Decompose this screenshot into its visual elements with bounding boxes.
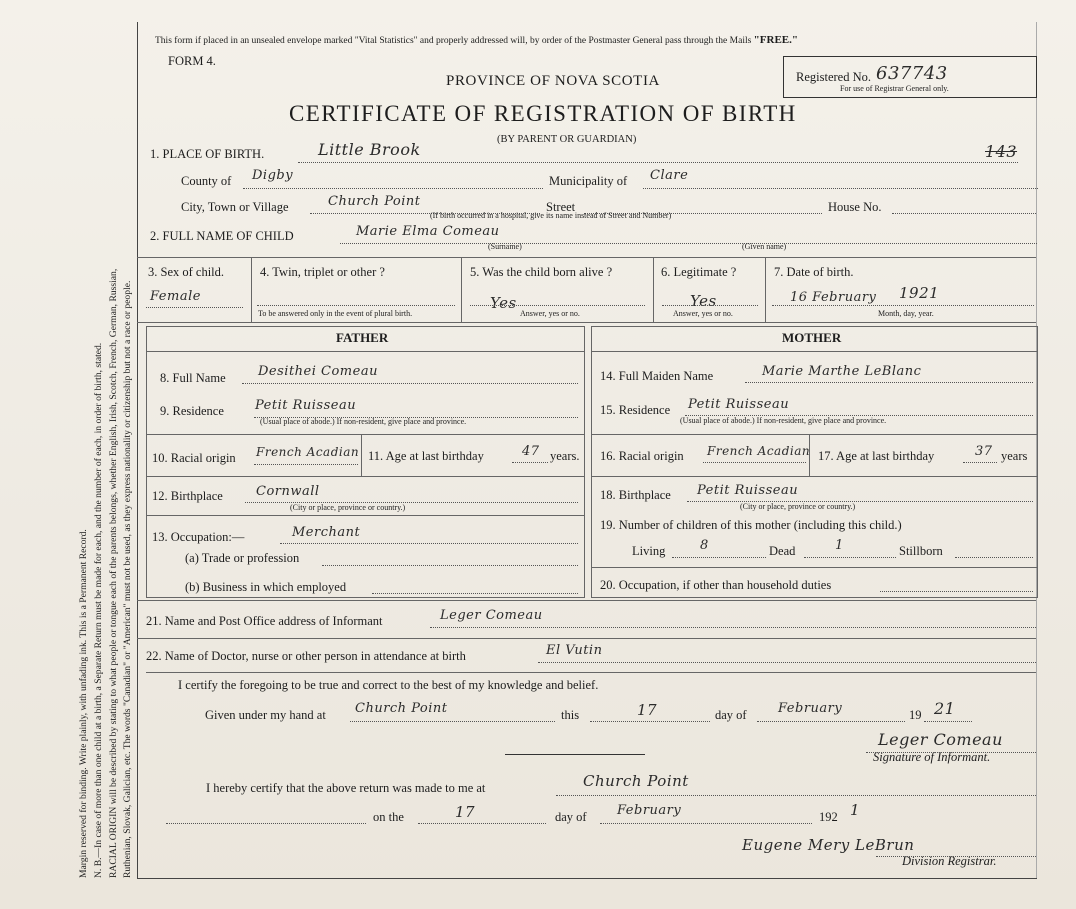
father-name-value: Desithei Comeau [258, 364, 378, 379]
col-divider [765, 257, 766, 322]
informant-line [430, 627, 1036, 628]
mother-dead-value: 1 [835, 538, 844, 553]
informant-label: 21. Name and Post Office address of Informant [146, 614, 383, 628]
father-occupation-value: Merchant [292, 525, 361, 540]
informant-top-line [137, 600, 1036, 601]
house-line [892, 213, 1036, 214]
father-age-divider [361, 434, 362, 476]
certify-top-line [146, 672, 1036, 673]
street-label: Street [546, 200, 576, 214]
county-value: Digby [252, 168, 294, 183]
mother-living-value: 8 [700, 538, 709, 553]
given-place-value: Church Point [355, 701, 448, 716]
father-birthplace-note: (City or place, province or country.) [290, 503, 406, 512]
return-place-value: Church Point [583, 772, 689, 790]
mother-head-line [591, 351, 1037, 352]
mother-stillborn-line [955, 557, 1033, 558]
born-alive-value: Yes [490, 294, 517, 312]
father-name-label: 8. Full Name [160, 371, 226, 385]
father-row-divider [146, 434, 584, 435]
mother-dead-label: Dead [769, 544, 796, 558]
father-age-line [512, 462, 548, 463]
on-day-value: 17 [455, 803, 476, 821]
born-alive-line [470, 305, 645, 306]
registrar-note: For use of Registrar General only. [840, 84, 949, 93]
mother-residence-value: Petit Ruisseau [688, 397, 790, 412]
mother-row-divider [591, 476, 1037, 477]
left-border [137, 22, 138, 878]
mother-race-label: 16. Racial origin [600, 449, 684, 463]
registrar-signature: Eugene Mery LeBrun [742, 836, 915, 854]
mother-race-line [703, 462, 806, 463]
mother-occupation-label: 20. Occupation, if other than household duties [600, 578, 832, 592]
legitimate-label: 6. Legitimate ? [661, 265, 737, 279]
on-month-line [600, 823, 812, 824]
mother-age-value: 37 [975, 444, 993, 459]
subtitle: (BY PARENT OR GUARDIAN) [497, 134, 637, 145]
sex-line [146, 307, 243, 308]
registration-box [783, 56, 1037, 98]
mother-living-line [672, 557, 766, 558]
month-line [757, 721, 905, 722]
row-divider [137, 257, 1036, 258]
doctor-top-line [137, 638, 1036, 639]
date-of-birth-line [772, 305, 1034, 306]
corner-number: 143 [985, 142, 1018, 161]
margin-note-3: RACIAL ORIGIN will be described by stating to what people or tongue each of the parents belongs, whether English, Irish, Scotch, French, German, Russian, [108, 268, 119, 878]
legitimate-note: Answer, yes or no. [673, 309, 733, 318]
father-business-label: (b) Business in which employed [185, 580, 347, 594]
father-trade-label: (a) Trade or profession [185, 551, 300, 565]
day-of-label: day of [715, 708, 747, 722]
father-heading: FATHER [336, 330, 389, 345]
child-name-value: Marie Elma Comeau [356, 224, 500, 239]
date-of-birth-label: 7. Date of birth. [774, 265, 854, 279]
city-value: Church Point [328, 194, 421, 209]
margin-note-2: N. B.—In case of more than one child at a birth, a Separate Return must be made for each, and the number of each, in order of birth, stated. [93, 342, 104, 878]
form-number: FORM 4. [168, 54, 216, 68]
sex-label: 3. Sex of child. [148, 265, 225, 279]
born-alive-note: Answer, yes or no. [520, 309, 580, 318]
row-divider [137, 322, 1036, 323]
mother-stillborn-label: Stillborn [899, 544, 943, 558]
mother-residence-label: 15. Residence [600, 403, 671, 417]
father-birthplace-value: Cornwall [256, 484, 320, 499]
date-of-birth-year: 1921 [899, 284, 940, 302]
return-label: I hereby certify that the above return was made to me at [206, 781, 486, 795]
on-year-value: 1 [850, 801, 861, 819]
father-age-unit: years. [550, 449, 580, 463]
child-name-label: 2. FULL NAME OF CHILD [150, 229, 294, 243]
legitimate-line [662, 305, 758, 306]
margin-note-4: Ruthenian, Slovak, Galician, etc. The words "Canadian" or "American" must not be used, as they express nationality or citizenship but not a race or people. [122, 280, 133, 878]
place-of-birth-value: Little Brook [318, 140, 421, 159]
mother-name-label: 14. Full Maiden Name [600, 369, 714, 383]
house-label: House No. [828, 200, 882, 214]
mother-heading: MOTHER [782, 330, 842, 345]
informant-value: Leger Comeau [440, 608, 543, 623]
father-head-line [146, 351, 584, 352]
father-residence-note: (Usual place of abode.) If non-resident, give place and province. [260, 417, 467, 426]
mother-birthplace-label: 18. Birthplace [600, 488, 671, 502]
father-race-value: French Acadian [256, 445, 360, 459]
day-value: 17 [637, 701, 658, 719]
margin-note-1: Margin reserved for binding. Write plainly, with unfading ink. This is a Permanent Record. [78, 529, 89, 878]
mother-living-label: Living [632, 544, 666, 558]
registrar-signature-label: Division Registrar. [902, 854, 997, 868]
given-place-line [350, 721, 555, 722]
father-birthplace-label: 12. Birthplace [152, 489, 223, 503]
place-of-birth-label: 1. PLACE OF BIRTH. [150, 147, 265, 161]
surname-note: (Surname) [488, 242, 522, 251]
father-occupation-line [280, 543, 578, 544]
registered-number: 637743 [876, 63, 948, 84]
twin-label: 4. Twin, triplet or other ? [260, 265, 385, 279]
twin-line [257, 305, 455, 306]
place-of-birth-line [298, 162, 1018, 163]
year-line [924, 721, 972, 722]
col-divider [251, 257, 252, 322]
date-of-birth-note: Month, day, year. [878, 309, 934, 318]
this-label: this [561, 708, 580, 722]
mother-children-label: 19. Number of children of this mother (including this child.) [600, 518, 902, 532]
col-divider [461, 257, 462, 322]
municipality-line [643, 188, 1038, 189]
father-row-divider [146, 476, 584, 477]
hospital-note: (If birth occurred in a hospital, give its name instead of Street and Number) [430, 211, 672, 220]
bottom-border [137, 878, 1037, 879]
father-row-divider [146, 515, 584, 516]
mail-note: This form if placed in an unsealed envelope marked "Vital Statistics" and properly addressed will, by order of the Postmaster General pass through the Mails "FREE." [155, 34, 798, 46]
father-business-line [372, 593, 578, 594]
father-occupation-label: 13. Occupation:— [152, 530, 245, 544]
father-name-line [242, 383, 578, 384]
mother-occupation-line [880, 591, 1033, 592]
mother-row-divider [591, 567, 1037, 568]
mother-age-label: 17. Age at last birthday [818, 449, 935, 463]
father-trade-line [322, 565, 578, 566]
on-the-lead-line [166, 823, 366, 824]
page-title: CERTIFICATE OF REGISTRATION OF BIRTH [289, 101, 797, 126]
short-rule [505, 754, 645, 755]
year-value: 21 [934, 699, 956, 718]
mother-name-value: Marie Marthe LeBlanc [762, 364, 922, 379]
municipality-label: Municipality of [549, 174, 628, 188]
informant-signature-line [866, 752, 1036, 753]
mother-race-value: French Acadian [707, 444, 811, 458]
mother-age-line [963, 462, 997, 463]
child-name-line [340, 243, 1037, 244]
on-the-label: on the [373, 810, 404, 824]
county-line [243, 188, 543, 189]
father-age-label: 11. Age at last birthday [368, 449, 484, 463]
father-race-label: 10. Racial origin [152, 451, 236, 465]
father-residence-label: 9. Residence [160, 404, 224, 418]
mother-residence-note: (Usual place of abode.) If non-resident, give place and province. [680, 416, 887, 425]
legitimate-value: Yes [690, 292, 717, 310]
on-year-prefix: 192 [819, 810, 838, 824]
doctor-label: 22. Name of Doctor, nurse or other person in attendance at birth [146, 649, 466, 663]
day-line [590, 721, 710, 722]
municipality-value: Clare [650, 168, 689, 183]
registrar-signature-line [876, 856, 1036, 857]
doctor-value: El Vutin [546, 643, 603, 658]
informant-signature: Leger Comeau [878, 730, 1003, 749]
informant-signature-label: Signature of Informant. [873, 750, 991, 764]
father-race-line [254, 464, 358, 465]
county-label: County of [181, 174, 232, 188]
doctor-line [538, 662, 1036, 663]
father-age-value: 47 [522, 444, 540, 459]
col-divider [653, 257, 654, 322]
on-month-value: February [617, 803, 682, 818]
on-day-line [418, 823, 546, 824]
mother-birthplace-note: (City or place, province or country.) [740, 502, 856, 511]
mother-name-line [745, 382, 1033, 383]
born-alive-label: 5. Was the child born alive ? [470, 265, 613, 279]
father-residence-value: Petit Ruisseau [255, 398, 357, 413]
mother-birthplace-line [687, 501, 1033, 502]
month-value: February [778, 701, 843, 716]
sex-value: Female [150, 289, 201, 304]
mother-age-unit: years [1001, 449, 1028, 463]
return-place-line [556, 795, 1036, 796]
mother-row-divider [591, 434, 1037, 435]
date-of-birth-value: 16 February [790, 290, 877, 305]
given-under-label: Given under my hand at [205, 708, 326, 722]
year-prefix: 19 [909, 708, 922, 722]
mother-dead-line [804, 557, 896, 558]
twin-note: To be answered only in the event of plural birth. [258, 309, 413, 318]
day-of-label-2: day of [555, 810, 587, 824]
registered-label: Registered No. [796, 70, 871, 84]
certify-statement: I certify the foregoing to be true and correct to the best of my knowledge and belief. [178, 678, 599, 692]
given-name-note: (Given name) [742, 242, 787, 251]
mother-birthplace-value: Petit Ruisseau [697, 483, 799, 498]
mother-age-divider [809, 434, 810, 476]
city-label: City, Town or Village [181, 200, 289, 214]
province-heading: PROVINCE OF NOVA SCOTIA [446, 73, 660, 89]
